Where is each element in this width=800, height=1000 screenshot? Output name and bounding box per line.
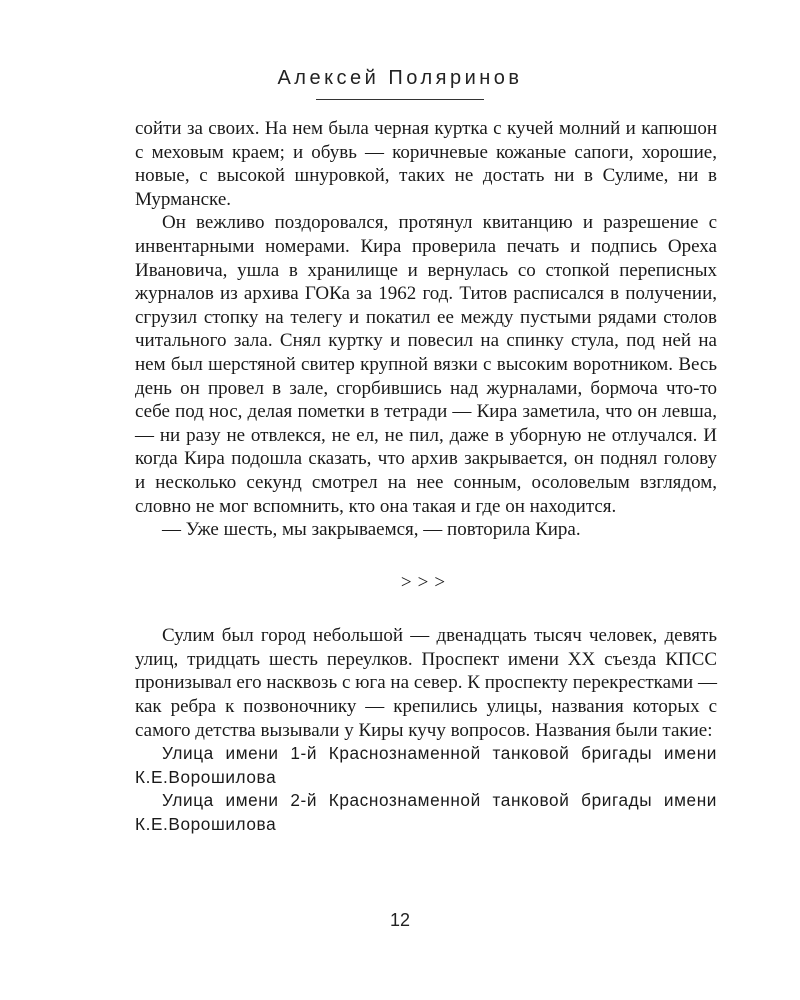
page-number: 12 [389, 910, 411, 930]
paragraph: Сулим был город небольшой — двенадцать тысяч человек, девять улиц, тридцать шесть переулков. Проспект имени XX съезда КПСС пронизывал его насквозь с юга на север. К проспекту перекрестками — как ребра к позвоночнику — крепились улицы, названия которых с самого детства вызывали у Киры кучу вопросов. Названия были такие: [135, 625, 717, 741]
paragraph: Он вежливо поздоровался, протянул квитанцию и разрешение с инвентарными номерами. Кира проверила печать и подпись Ореха Ивановича, ушла в хранилище и вернулась со стопкой переписных журналов из архива ГОКа за 1962 год. Титов расписался в получении, сгрузил стопку на телегу и покатил ее между пустыми рядами столов читального зала. Снял куртку и повесил на спинку стула, под ней на нем был шерстяной свитер крупной вязки с высоким воротником. Весь день он провел в зале, сгорбившись над журналами, бормоча что-то себе под нос, делая пометки в тетради — Кира заметила, что он левша, — ни разу не отвлекся, не ел, не пил, даже в уборную не отлучался. И когда Кира подошла сказать, что архив закрывается, он поднял голову и несколько секунд смотрел на нее сонным, осоловелым взглядом, словно не мог вспомнить, кто она такая и где он находится. [135, 212, 717, 517]
page-header [0, 64, 800, 100]
paragraph-dialogue: — Уже шесть, мы закрываемся, — повторила Кира. [162, 519, 581, 541]
street-list-item: Улица имени 1-й Краснознаменной танковой бригады имени К.Е.Ворошилова [135, 743, 717, 787]
section-separator: >>> [400, 571, 452, 593]
page-body [135, 117, 717, 837]
header-rule [316, 99, 484, 100]
paragraph-continuation: сойти за своих. На нем была черная куртка с кучей молний и капюшон с меховым краем; и обувь — коричневые кожаные сапоги, хорошие, новые, с высокой шнуровкой, таких не достать ни в Сулиме, ни в Мурманске. [135, 118, 717, 210]
street-list-item: Улица имени 2-й Краснознаменной танковой бригады имени К.Е.Ворошилова [135, 790, 717, 835]
running-head-author: Алексей Поляринов [277, 67, 523, 89]
